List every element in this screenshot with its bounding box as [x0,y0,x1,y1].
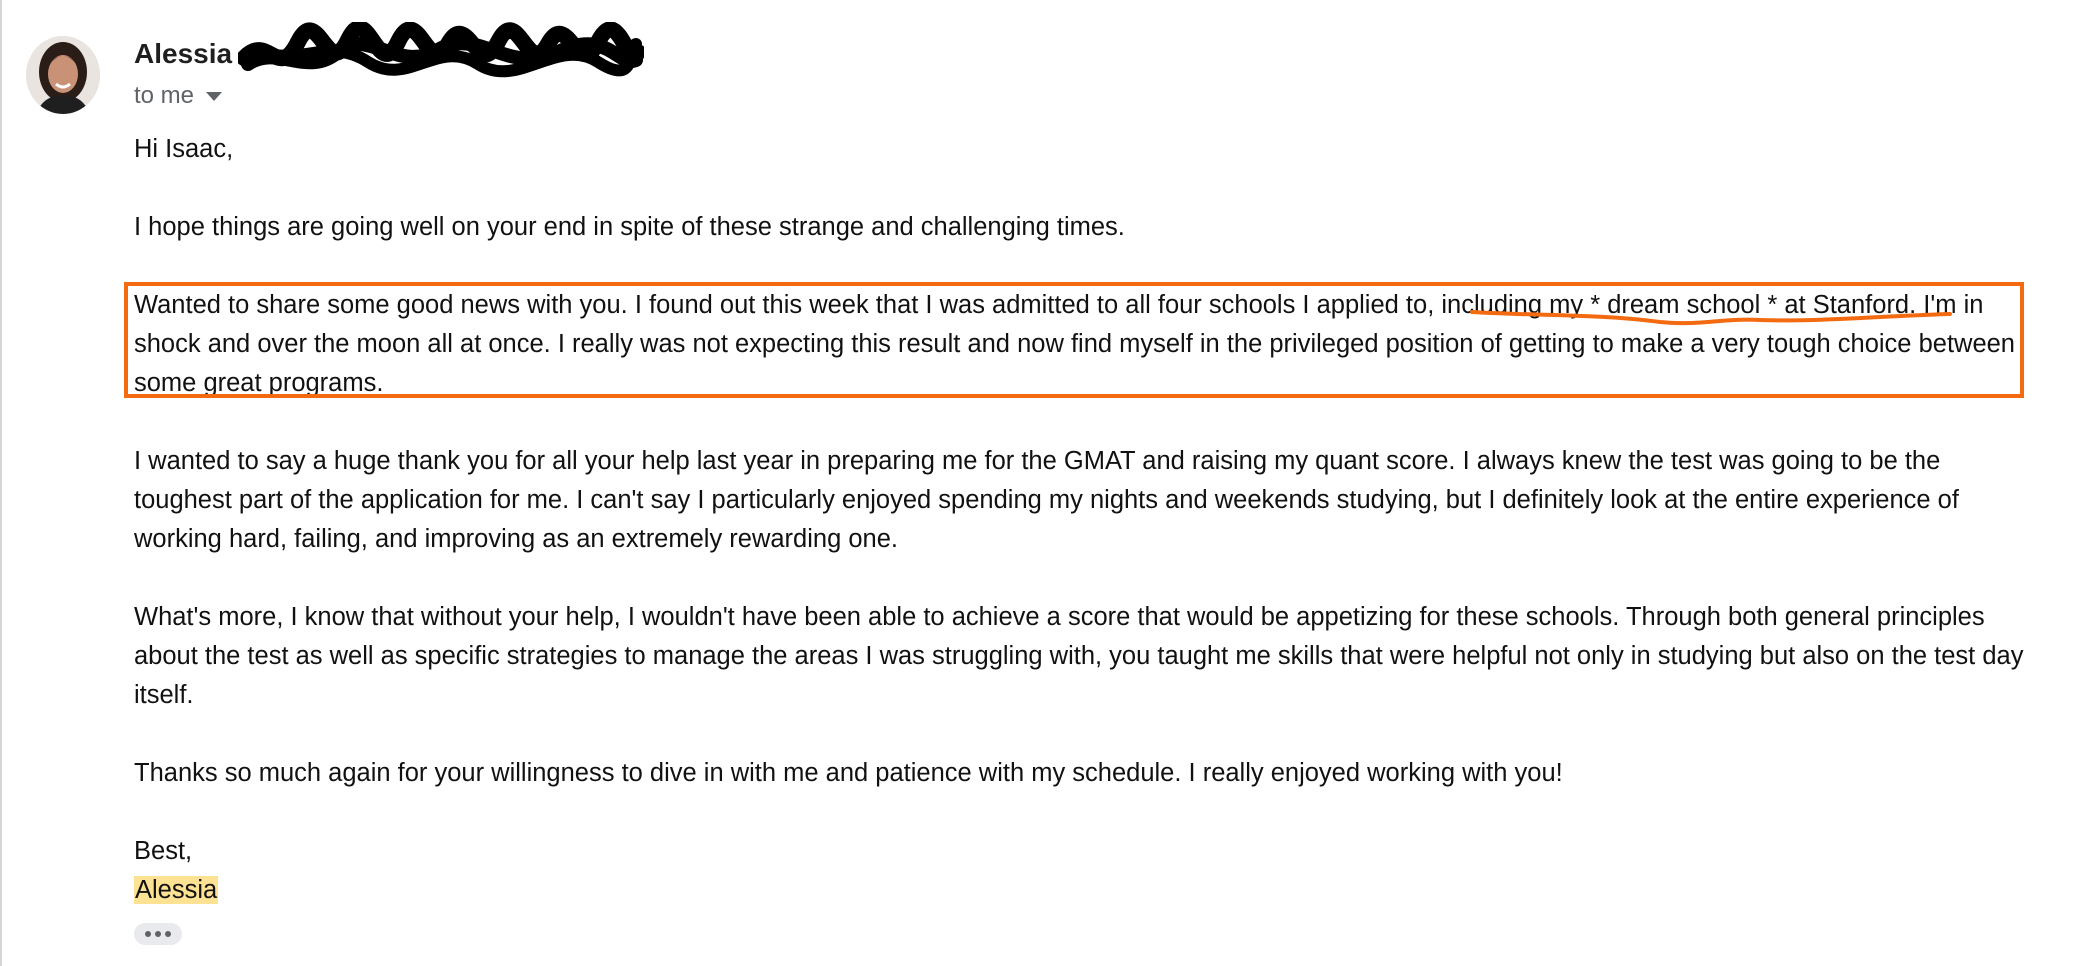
paragraph-3: I wanted to say a huge thank you for all your help last year in preparing me for the GMAT and raising my quant score. I always knew the test was going to be the toughest part of the application for me. I can't say I particularly enjoyed spending my nights and weekends studying, but I definitely look at the entire experience of working hard, failing, and improving as an extremely rewarding one. [134,447,1959,553]
more-horiz-icon [145,931,151,937]
more-horiz-icon [165,931,171,937]
signature-name: Alessia [135,876,218,904]
signature-block [134,832,2034,910]
more-horiz-icon [155,931,161,937]
chevron-down-icon[interactable] [206,92,222,101]
paragraph-5: Thanks so much again for your willingness to dive in with me and patience with my schedule. I really enjoyed working with you! [134,759,1563,787]
message-header [134,34,644,110]
greeting: Hi Isaac, [134,135,234,163]
avatar[interactable] [26,36,100,114]
paragraph-2-text-end: . I'm in shock and over the moon all at once. I really was not expecting this result and now find myself in the privileged position of getting to make a very tough choice between some great programs. [134,291,2015,397]
paragraph-1: I hope things are going well on your end in spite of these strange and challenging times. [134,213,1125,241]
show-trimmed-content-button[interactable] [134,923,182,945]
message-body [134,130,2034,949]
recipient-label: to me [134,82,195,109]
left-border [0,0,2,966]
paragraph-4: What's more, I know that without your help, I wouldn't have been able to achieve a score that would be appetizing for these schools. Through both general principles about the test as well as specific strategies to manage the areas I was struggling with, you taught me skills that were helpful not only in studying but also on the test day itself. [134,603,2024,709]
sender-name[interactable]: Alessia [134,38,233,69]
avatar-image [26,36,100,114]
closing: Best, [134,837,193,865]
underlined-phrase: including my * dream school * at Stanford [1441,291,1910,319]
paragraph-2-text-start: Wanted to share some good news with you. I found out this week that I was admitted to all four schools I applied to, [134,291,1442,319]
sender-row [134,34,644,74]
paragraph-2 [134,286,2034,403]
redaction-scribble [238,22,644,92]
